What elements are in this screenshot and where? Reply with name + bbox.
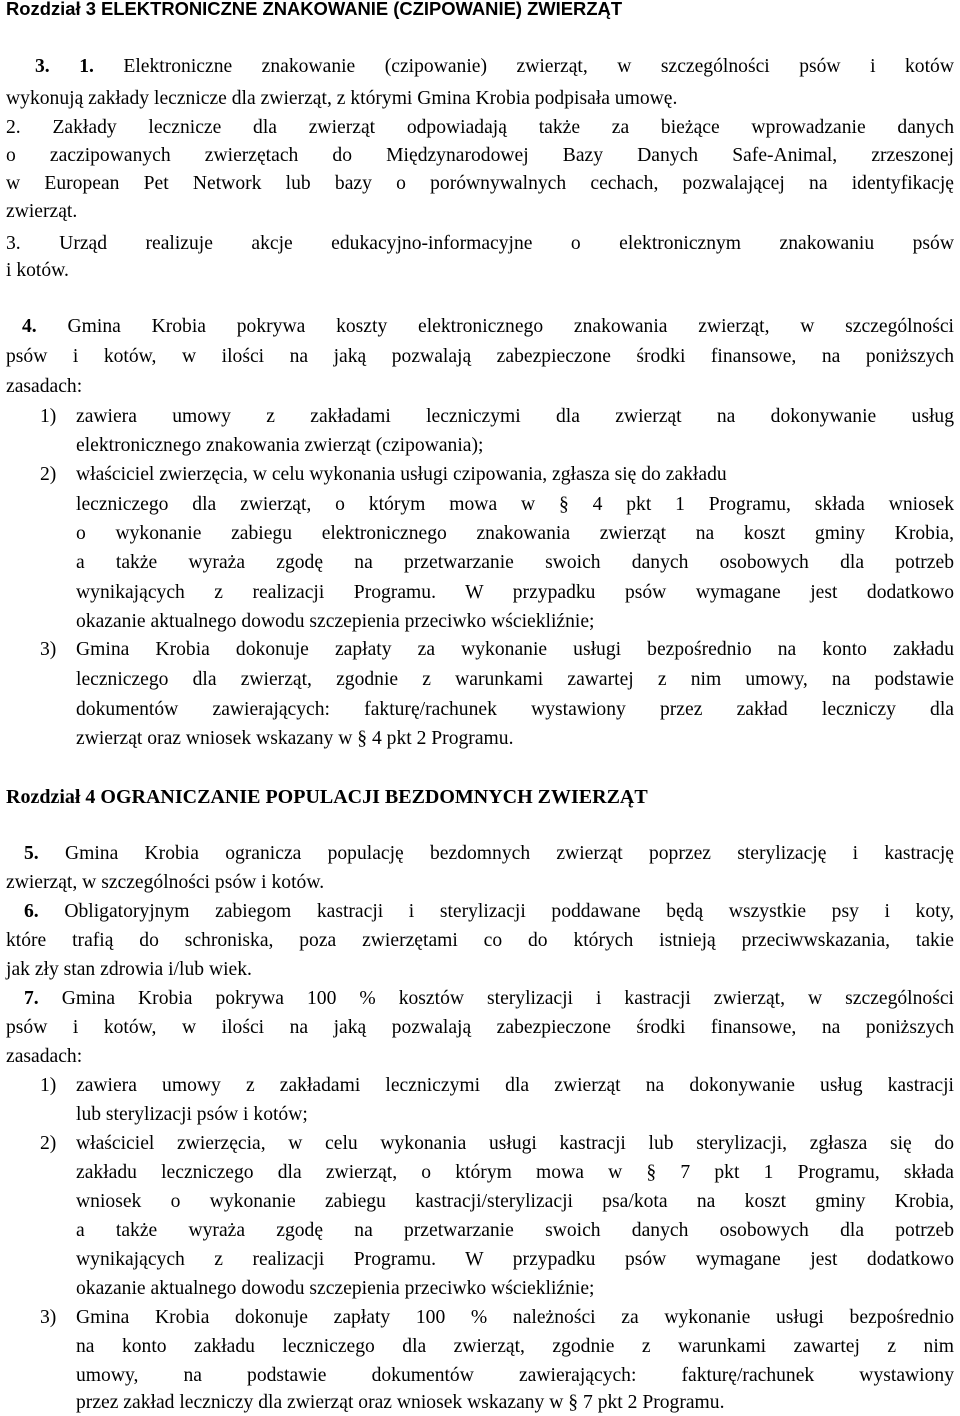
paragraph-4-number: 4.: [22, 316, 37, 337]
p7-item-1-number: 1): [40, 1075, 57, 1096]
p7-item-2-line-1: właściciel zwierzęcia, w celu wykonania usługi kastracji lub sterylizacji, zgłasza się do: [76, 1133, 954, 1154]
p4-item-3-line-4: zwierząt oraz wniosek wskazany w § 4 pkt 2 Programu.: [76, 728, 514, 749]
p7-item-3-number: 3): [40, 1307, 57, 1328]
paragraph-4-line-3: zasadach:: [6, 376, 83, 397]
paragraph-5-line-1: 5. Gmina Krobia ogranicza populację bezdomnych zwierząt poprzez sterylizację i kastrację: [24, 843, 954, 864]
paragraph-3-1-line-1: 3. 1. Elektroniczne znakowanie (czipowanie) zwierząt, w szczególności psów i kotów: [35, 56, 954, 77]
paragraph-2-line-2: o zaczipowanych zwierzętach do Międzynarodowej Bazy Danych Safe-Animal, zrzeszonej: [6, 145, 954, 166]
p7-item-1-line-2: lub sterylizacji psów i kotów;: [76, 1104, 308, 1125]
p7-item-2-line-5: wynikających z realizacji Programu. W przypadku psów wymagane jest dodatkowo: [76, 1249, 954, 1270]
paragraph-4-line-1: 4. Gmina Krobia pokrywa koszty elektronicznego znakowania zwierząt, w szczególności: [22, 316, 954, 337]
paragraph-2-line-3: w European Pet Network lub bazy o porównywalnych cechach, pozwalającej na identyfikację: [6, 173, 954, 194]
paragraph-3-line-1: 3. Urząd realizuje akcje edukacyjno-informacyjne o elektronicznym znakowaniu psów: [6, 233, 955, 254]
paragraph-3-line-2: i kotów.: [6, 260, 69, 281]
p4-item-2-line-4: a także wyraża zgodę na przetwarzanie swoich danych osobowych dla potrzeb: [76, 552, 954, 573]
p4-item-3-line-2: leczniczego dla zwierząt, zgodnie z warunkami zawartej z nim umowy, na podstawie: [76, 669, 954, 690]
paragraph-6-number: 6.: [24, 901, 39, 922]
p7-item-3-line-1: Gmina Krobia dokonuje zapłaty 100 % należności za wykonanie usługi bezpośrednio: [76, 1307, 954, 1328]
p4-item-2-number: 2): [40, 464, 57, 485]
p7-item-2-line-2: zakładu leczniczego dla zwierząt, o którym mowa w § 7 pkt 1 Programu, składa: [76, 1162, 954, 1183]
paragraph-4-line-2: psów i kotów, w ilości na jaką pozwalają zabezpieczone środki finansowe, na poniższych: [6, 346, 954, 367]
p4-item-3-line-1: Gmina Krobia dokonuje zapłaty za wykonanie usługi bezpośrednio na konto zakładu: [76, 639, 954, 660]
p7-item-3-line-3: umowy, na podstawie dokumentów zawierających: fakturę/rachunek wystawiony: [76, 1365, 954, 1386]
p4-item-1-line-1: zawiera umowy z zakładami leczniczymi dla zwierząt na dokonywanie usług: [76, 406, 954, 427]
p4-item-2-line-6: okazanie aktualnego dowodu szczepienia przeciwko wściekliźnie;: [76, 611, 595, 632]
p4-item-3-number: 3): [40, 639, 57, 660]
p7-item-2-line-3: wniosek o wykonanie zabiegu kastracji/sterylizacji psa/kota na koszt gminy Krobia,: [76, 1191, 954, 1212]
paragraph-3-1-number: 3. 1.: [35, 56, 94, 77]
p7-item-3-line-2: na konto zakładu leczniczego dla zwierząt, zgodnie z warunkami zawartej z nim: [76, 1336, 954, 1357]
paragraph-2-line-4: zwierząt.: [6, 201, 78, 222]
p4-item-2-line-2: leczniczego dla zwierząt, o którym mowa w § 4 pkt 1 Programu, składa wniosek: [76, 494, 954, 515]
p4-item-1-line-2: elektronicznego znakowania zwierząt (czipowania);: [76, 435, 484, 456]
p4-item-1-number: 1): [40, 406, 57, 427]
p7-item-2-line-6: okazanie aktualnego dowodu szczepienia przeciwko wściekliźnie;: [76, 1278, 595, 1299]
p7-item-2-line-4: a także wyraża zgodę na przetwarzanie swoich danych osobowych dla potrzeb: [76, 1220, 954, 1241]
paragraph-2-line-1: 2. Zakłady lecznicze dla zwierząt odpowiadają także za bieżące wprowadzanie danych: [6, 117, 954, 138]
chapter-4-heading: Rozdział 4 OGRANICZANIE POPULACJI BEZDOMNYCH ZWIERZĄT: [6, 786, 648, 808]
paragraph-6-line-2: które trafią do schroniska, poza zwierzętami co do których istnieją przeciwwskazania, takie: [6, 930, 954, 951]
paragraph-5-line-2: zwierząt, w szczególności psów i kotów.: [6, 872, 325, 893]
p4-item-2-line-3: o wykonanie zabiegu elektronicznego znakowania zwierząt na koszt gminy Krobia,: [76, 523, 954, 544]
paragraph-3-1-line-2: wykonują zakłady lecznicze dla zwierząt, z którymi Gmina Krobia podpisała umowę.: [6, 88, 678, 109]
paragraph-7-line-2: psów i kotów, w ilości na jaką pozwalają zabezpieczone środki finansowe, na poniższych: [6, 1017, 954, 1038]
p4-item-2-line-5: wynikających z realizacji Programu. W przypadku psów wymagane jest dodatkowo: [76, 582, 954, 603]
p4-item-3-line-3: dokumentów zawierających: fakturę/rachunek wystawiony przez zakład leczniczy dla: [76, 699, 954, 720]
p7-item-2-number: 2): [40, 1133, 57, 1154]
chapter-3-heading: Rozdział 3 ELEKTRONICZNE ZNAKOWANIE (CZIPOWANIE) ZWIERZĄT: [6, 0, 623, 19]
paragraph-7-line-3: zasadach:: [6, 1046, 83, 1067]
p7-item-1-line-1: zawiera umowy z zakładami leczniczymi dla zwierząt na dokonywanie usług kastracji: [76, 1075, 954, 1096]
paragraph-6-line-3: jak zły stan zdrowia i/lub wiek.: [6, 959, 252, 980]
paragraph-6-line-1: 6. Obligatoryjnym zabiegom kastracji i sterylizacji poddawane będą wszystkie psy i koty,: [24, 901, 954, 922]
p7-item-3-line-4: przez zakład leczniczy dla zwierząt oraz wniosek wskazany w § 7 pkt 2 Programu.: [76, 1392, 725, 1413]
paragraph-7-line-1: 7. Gmina Krobia pokrywa 100 % kosztów sterylizacji i kastracji zwierząt, w szczególności: [24, 988, 954, 1009]
p4-item-2-line-1: właściciel zwierzęcia, w celu wykonania usługi czipowania, zgłasza się do zakładu: [76, 464, 727, 485]
paragraph-5-number: 5.: [24, 843, 39, 864]
paragraph-7-number: 7.: [24, 988, 39, 1009]
